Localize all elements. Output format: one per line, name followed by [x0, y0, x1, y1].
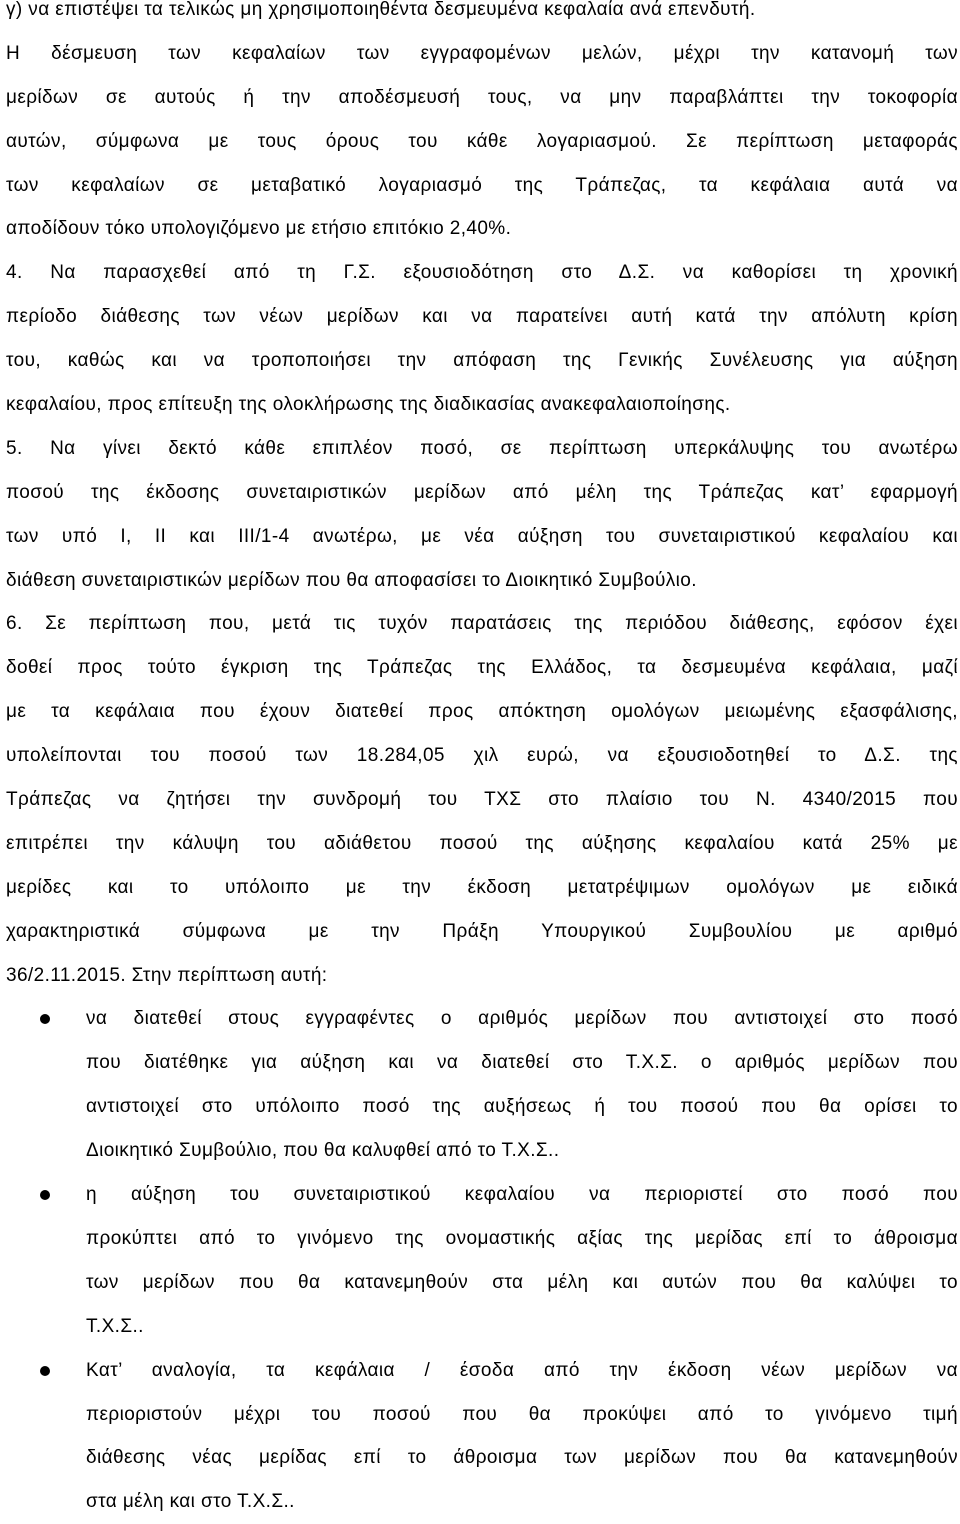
text-line: Τράπεζας να ζητήσει την συνδρομή του ΤΧΣ στο πλαίσιο του Ν. 4340/2015 που: [6, 789, 958, 811]
text-line: 4. Να παρασχεθεί από τη Γ.Σ. εξουσιοδότηση στο Δ.Σ. να καθορίσει τη χρονική: [6, 262, 958, 284]
text-line: διάθεση συνεταιριστικών μερίδων που θα αποφασίσει το Διοικητικό Συμβούλιο.: [6, 569, 697, 591]
bullet-icon: [40, 1366, 50, 1376]
text-line: μερίδες και το υπόλοιπο με την έκδοση μετατρέψιμων ομολόγων με ειδικά: [6, 876, 958, 898]
bullet-item: [0, 1349, 960, 1524]
bullet-item: [0, 997, 960, 1173]
text-line: γ) να επιστέψει τα τελικώς μη χρησιμοποιηθέντα δεσμευμένα κεφαλαία ανά επενδυτή.: [6, 0, 756, 20]
bullet-line: διάθεσης νέας μερίδας επί το άθροισμα των μερίδων που θα κατανεμηθούν: [86, 1447, 958, 1469]
bullet-list: [0, 997, 960, 1524]
text-line: επιτρέπει την κάλυψη του αδιάθετου ποσού της αύξησης κεφαλαίου κατά 25% με: [6, 832, 958, 854]
text-line: ποσού της έκδοσης συνεταιριστικών μερίδων από μέλη της Τράπεζας κατ’ εφαρμογή: [6, 481, 958, 503]
bullet-icon: [40, 1190, 50, 1200]
text-line: κεφαλαίου, προς επίτευξη της ολοκλήρωσης της διαδικασίας ανακεφαλαιοποίησης.: [6, 394, 731, 416]
bullet-line: [0, 1349, 958, 1393]
text-line: υπολείπονται του ποσού των 18.284,05 χιλ ευρώ, να εξουσιοδοτηθεί το Δ.Σ. της: [6, 745, 958, 767]
text-line: περίοδο διάθεσης των νέων μερίδων και να παρατείνει αυτή κατά την απόλυτη κρίση: [6, 306, 958, 328]
text-line: 5. Να γίνει δεκτό κάθε επιπλέον ποσό, σε περίπτωση υπερκάλυψης του ανωτέρω: [6, 437, 958, 459]
text-line: 36/2.11.2015. Στην περίπτωση αυτή:: [6, 964, 328, 986]
text-line: αποδίδουν τόκο υπολογιζόμενο με ετήσιο επιτόκιο 2,40%.: [6, 218, 512, 240]
bullet-icon: [40, 1014, 50, 1024]
text-line: 6. Σε περίπτωση που, μετά τις τυχόν παρατάσεις της περιόδου διάθεσης, εφόσον έχει: [6, 613, 958, 635]
bullet-line: περιοριστούν μέχρι του ποσού που θα προκύψει από το γινόμενο τιμή: [86, 1403, 958, 1425]
bullet-item: [0, 1173, 960, 1349]
bullet-line: προκύπτει από το γινόμενο της ονομαστικής αξίας της μερίδας επί το άθροισμα: [86, 1227, 958, 1249]
text-line: με τα κεφάλαια που έχουν διατεθεί προς απόκτηση ομολόγων μειωμένης εξασφάλισης,: [6, 701, 958, 723]
text-line: μερίδων σε αυτούς ή την αποδέσμευσή τους, να μην παραβλάπτει την τοκοφορία: [6, 86, 958, 108]
bullet-text: Κατ’ αναλογία, τα κεφάλαια / έσοδα από την έκδοση νέων μερίδων να: [86, 1359, 958, 1381]
bullet-line: [0, 997, 958, 1041]
bullet-line: Διοικητικό Συμβούλιο, που θα καλυφθεί από το Τ.Χ.Σ..: [86, 1140, 560, 1162]
text-line: χαρακτηριστικά σύμφωνα με την Πράξη Υπουργικού Συμβουλίου με αριθμό: [6, 920, 958, 942]
text-line: του, καθώς και να τροποποιήσει την απόφαση της Γενικής Συνέλευσης για αύξηση: [6, 350, 958, 372]
bullet-line: αντιστοιχεί στο υπόλοιπο ποσό της αυξήσεως ή του ποσού που θα ορίσει το: [86, 1096, 958, 1118]
bullet-text: να διατεθεί στους εγγραφέντες ο αριθμός μερίδων που αντιστοιχεί στο ποσό: [86, 1008, 958, 1030]
bullet-line: των μερίδων που θα κατανεμηθούν στα μέλη και αυτών που θα καλύψει το: [86, 1271, 958, 1293]
bullet-line: που διατέθηκε για αύξηση και να διατεθεί στο Τ.Χ.Σ. ο αριθμός μερίδων που: [86, 1052, 958, 1074]
text-line: των κεφαλαίων σε μεταβατικό λογαριασμό της Τράπεζας, τα κεφάλαια αυτά να: [6, 174, 958, 196]
bullet-text: η αύξηση του συνεταιριστικού κεφαλαίου να περιοριστεί στο ποσό που: [86, 1184, 958, 1206]
text-line: αυτών, σύμφωνα με τους όρους του κάθε λογαριασμού. Σε περίπτωση μεταφοράς: [6, 130, 958, 152]
text-line: Η δέσμευση των κεφαλαίων των εγγραφομένων μελών, μέχρι την κατανομή των: [6, 42, 958, 64]
bullet-line: Τ.Χ.Σ..: [86, 1315, 144, 1337]
bullet-line: [0, 1173, 958, 1217]
text-line: δοθεί προς τούτο έγκριση της Τράπεζας της Ελλάδος, τα δεσμευμένα κεφάλαια, μαζί: [6, 657, 958, 679]
bullet-line: στα μέλη και στο Τ.Χ.Σ..: [86, 1491, 295, 1513]
text-line: των υπό Ι, ΙΙ και ΙΙΙ/1-4 ανωτέρω, με νέα αύξηση του συνεταιριστικού κεφαλαίου και: [6, 525, 958, 547]
